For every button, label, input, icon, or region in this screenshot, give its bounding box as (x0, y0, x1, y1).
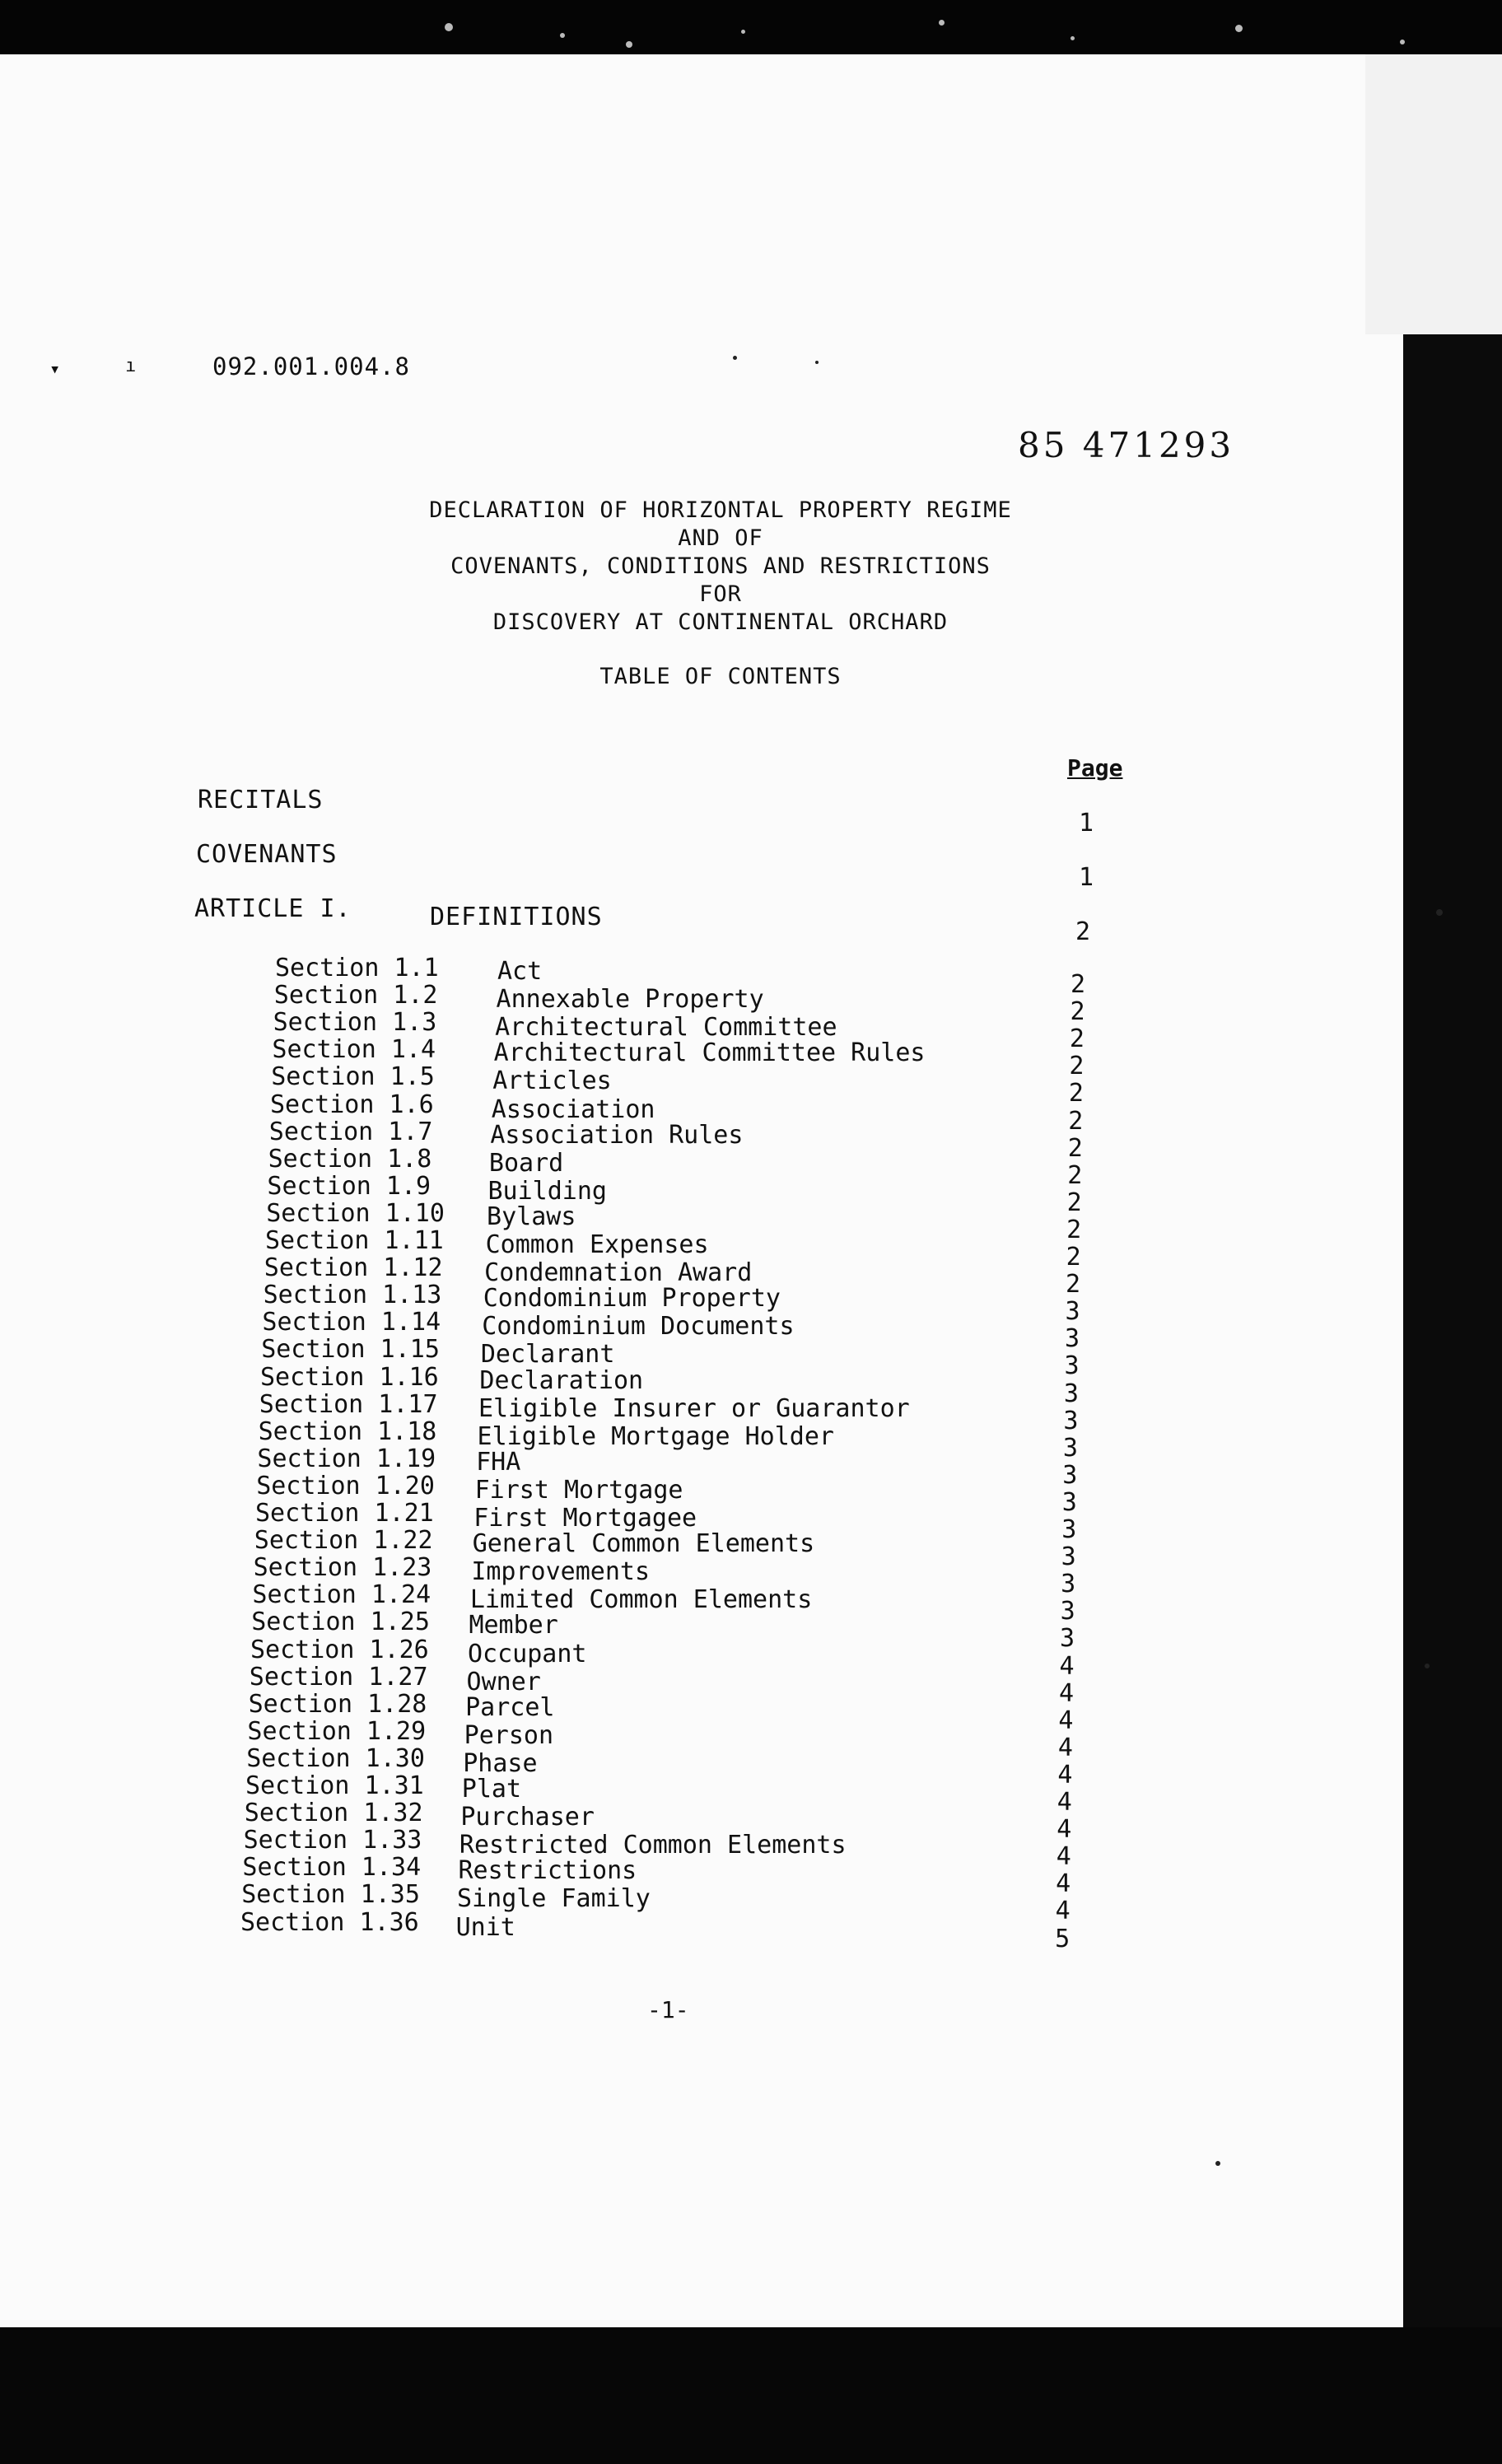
scan-speck (560, 33, 565, 38)
page-column-header: Page (1067, 754, 1123, 782)
section-title: Common Expenses (485, 1230, 709, 1259)
section-title: Condominium Property (483, 1284, 781, 1314)
section-number: Section 1.33 (243, 1826, 422, 1855)
section-number: Section 1.14 (262, 1308, 441, 1337)
section-number: Section 1.25 (251, 1608, 430, 1637)
scan-speck (1235, 25, 1243, 32)
section-page: 3 (1060, 1597, 1075, 1626)
section-title: FHA (476, 1447, 521, 1477)
section-title: Architectural Committee (495, 1013, 837, 1043)
section-number: Section 1.15 (261, 1335, 440, 1365)
section-title: Improvements (471, 1557, 651, 1587)
section-number: Section 1.35 (241, 1880, 420, 1910)
section-title: Association (491, 1094, 655, 1124)
section-page: 2 (1069, 1052, 1085, 1081)
section-page: 4 (1055, 1897, 1071, 1926)
scan-speck (1071, 36, 1075, 40)
section-number: Section 1.11 (265, 1226, 444, 1255)
section-title: Association Rules (490, 1120, 744, 1150)
section-number: Section 1.30 (246, 1743, 425, 1773)
section-title: Eligible Mortgage Holder (477, 1421, 834, 1451)
toc-entry-covenants: COVENANTS (196, 840, 338, 869)
section-page: 4 (1059, 1651, 1075, 1681)
section-page: 2 (1066, 1243, 1081, 1272)
toc-entry-recitals: RECITALS (198, 786, 324, 814)
section-title: Annexable Property (496, 985, 764, 1015)
page-number: -1- (647, 1996, 689, 2023)
section-page: 4 (1058, 1678, 1075, 1708)
scan-speck (1436, 909, 1443, 916)
recording-stamp: 85 471293 (1018, 425, 1235, 465)
title-line-5: DISCOVERY AT CONTINENTAL ORCHARD (492, 609, 949, 635)
section-page: 3 (1064, 1324, 1080, 1354)
section-title: Board (488, 1148, 564, 1178)
section-number: Section 1.1 (275, 954, 439, 982)
section-title: Declaration (479, 1365, 644, 1395)
section-title: Single Family (457, 1884, 651, 1914)
section-page: 2 (1068, 1106, 1084, 1136)
section-title: Articles (492, 1066, 612, 1096)
section-title: Bylaws (487, 1202, 576, 1231)
section-page: 2 (1067, 1160, 1083, 1190)
toc-page-article-1: 2 (1075, 917, 1092, 946)
section-page: 4 (1057, 1760, 1073, 1790)
scan-top-edge (0, 0, 1502, 54)
section-number: Section 1.18 (258, 1416, 437, 1446)
section-page: 4 (1057, 1788, 1072, 1817)
section-number: Section 1.5 (271, 1062, 435, 1092)
toc-page-covenants: 1 (1079, 863, 1095, 892)
document-page (0, 54, 1365, 2327)
scan-speck (939, 20, 945, 26)
section-title: Purchaser (460, 1803, 595, 1832)
section-title: Restricted Common Elements (459, 1831, 847, 1860)
section-page: 3 (1061, 1487, 1077, 1517)
section-title: Building (487, 1176, 607, 1206)
section-title: Occupant (468, 1639, 587, 1668)
section-number: Section 1.29 (247, 1716, 427, 1746)
title-line-1: DECLARATION OF HORIZONTAL PROPERTY REGIME (429, 497, 1012, 523)
title-line-4: FOR (699, 581, 742, 607)
section-page: 4 (1056, 1869, 1071, 1899)
section-number: Section 1.20 (256, 1471, 435, 1500)
section-number: Section 1.31 (245, 1771, 424, 1800)
section-number: Section 1.32 (244, 1799, 423, 1828)
section-number: Section 1.22 (254, 1526, 433, 1556)
section-page: 2 (1068, 1079, 1084, 1108)
section-number: Section 1.28 (248, 1689, 427, 1719)
scan-speck (1215, 2161, 1220, 2166)
section-number: Section 1.10 (266, 1198, 445, 1228)
section-title: Person (464, 1720, 554, 1750)
section-number: Section 1.19 (257, 1444, 436, 1473)
section-title: Unit (455, 1912, 515, 1942)
scan-speck (1425, 1664, 1430, 1668)
section-title: Restrictions (458, 1856, 637, 1886)
section-page: 3 (1061, 1515, 1077, 1544)
toc-entry-article-1-title: DEFINITIONS (430, 903, 603, 931)
section-number: Section 1.6 (270, 1090, 434, 1119)
scan-bottom-edge (0, 2327, 1502, 2464)
section-page: 2 (1069, 1024, 1085, 1054)
section-page: 5 (1055, 1924, 1071, 1953)
toc-page-recitals: 1 (1079, 809, 1095, 838)
section-page: 4 (1058, 1706, 1074, 1735)
section-page: 3 (1061, 1542, 1076, 1572)
scan-right-edge (1365, 54, 1502, 334)
section-page: 2 (1066, 1215, 1082, 1244)
section-page: 3 (1064, 1351, 1080, 1381)
section-page: 2 (1066, 1270, 1081, 1300)
section-number: Section 1.2 (273, 981, 438, 1010)
toc-entry-article-1: ARTICLE I. (194, 894, 352, 923)
section-title: Limited Common Elements (469, 1585, 813, 1615)
toc-heading: TABLE OF CONTENTS (599, 664, 842, 689)
section-number: Section 1.26 (250, 1635, 429, 1664)
section-number: Section 1.27 (249, 1662, 428, 1692)
section-page: 2 (1066, 1188, 1082, 1217)
section-page: 4 (1057, 1815, 1072, 1845)
section-title: Owner (466, 1667, 541, 1696)
scan-speck (445, 23, 453, 31)
section-page: 3 (1062, 1433, 1078, 1463)
section-page: 3 (1065, 1297, 1080, 1327)
section-title: First Mortgagee (473, 1504, 697, 1533)
section-title: First Mortgage (474, 1475, 683, 1505)
section-number: Section 1.7 (268, 1117, 433, 1146)
section-number: Section 1.3 (273, 1008, 437, 1038)
section-title: Eligible Insurer or Guarantor (478, 1393, 910, 1423)
section-title: Member (469, 1611, 558, 1640)
section-number: Section 1.24 (252, 1580, 431, 1610)
scan-speck (741, 30, 745, 34)
title-line-3: COVENANTS, CONDITIONS AND RESTRICTIONS (450, 553, 991, 579)
section-page: 3 (1060, 1624, 1075, 1654)
section-title: Parcel (465, 1692, 555, 1722)
scan-speck (815, 361, 819, 364)
section-number: Section 1.16 (260, 1362, 439, 1392)
section-number: Section 1.4 (272, 1035, 436, 1065)
scan-speck (733, 356, 737, 360)
section-page: 2 (1067, 1133, 1083, 1163)
section-title: Act (497, 957, 543, 986)
section-page: 2 (1071, 970, 1086, 999)
section-page: 4 (1057, 1733, 1073, 1762)
scan-speck (626, 41, 632, 48)
section-title: Phase (463, 1748, 538, 1778)
margin-mark: ▾ (49, 359, 61, 380)
section-title: Architectural Committee Rules (493, 1038, 926, 1068)
section-title: Condemnation Award (484, 1258, 753, 1288)
document-number: 092.001.004.8 (212, 352, 410, 380)
section-number: Section 1.34 (242, 1853, 422, 1883)
section-page: 3 (1063, 1379, 1079, 1408)
section-page: 3 (1061, 1570, 1076, 1599)
document-page-right (1365, 334, 1403, 2327)
section-number: Section 1.21 (255, 1499, 434, 1528)
section-page: 2 (1070, 997, 1085, 1027)
section-title: Plat (461, 1775, 522, 1804)
section-title: General Common Elements (472, 1529, 815, 1559)
section-number: Section 1.9 (267, 1171, 431, 1201)
section-title: Declarant (480, 1340, 615, 1370)
section-page: 4 (1056, 1842, 1071, 1872)
section-page: 3 (1063, 1406, 1079, 1435)
section-number: Section 1.13 (263, 1281, 442, 1310)
scan-speck (1400, 40, 1405, 44)
section-number: Section 1.12 (264, 1253, 443, 1283)
section-number: Section 1.17 (259, 1389, 438, 1419)
margin-mark: ı (125, 356, 137, 376)
section-title: Condominium Documents (482, 1312, 795, 1342)
section-number: Section 1.8 (268, 1144, 432, 1174)
section-number: Section 1.23 (253, 1553, 432, 1583)
title-line-2: AND OF (678, 525, 763, 551)
section-page: 3 (1062, 1460, 1078, 1490)
section-number: Section 1.36 (240, 1907, 419, 1937)
